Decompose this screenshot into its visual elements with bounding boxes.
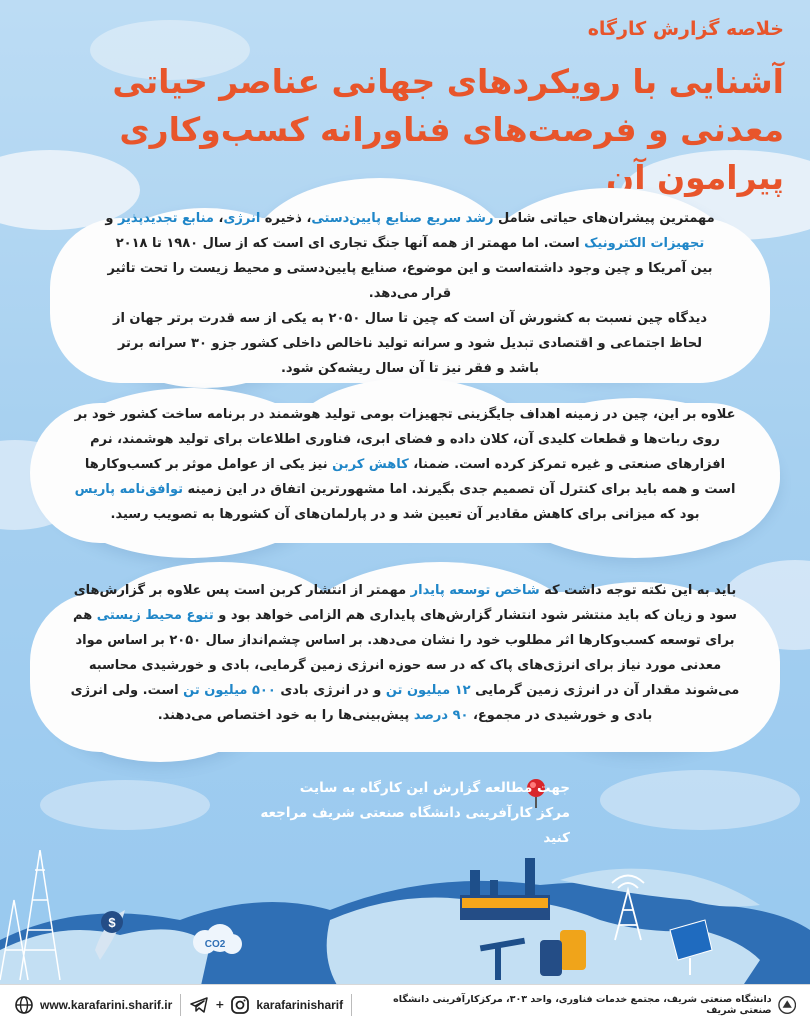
highlight-term: کاهش کربن [332, 457, 409, 472]
university-logo-icon [778, 995, 796, 1015]
co2-label: CO2 [204, 939, 226, 950]
social-handle-link[interactable]: karafarinisharif [256, 997, 344, 1012]
divider [351, 994, 352, 1016]
highlight-term: ۵۰۰ میلیون تن [183, 683, 276, 698]
highlight-term: منابع تجدیدپذیر [117, 211, 214, 226]
highlight-term: انرژی [223, 211, 261, 226]
paragraph [70, 578, 740, 728]
website-link[interactable]: www.karafarini.sharif.ir [40, 997, 173, 1012]
text: بود که میزانی برای کاهش مقادیر آن تعیین شد و در پارلمان‌های آن کشورها به تصویب رسید. [110, 507, 700, 522]
text: ، [213, 211, 224, 226]
background-cloud [600, 770, 800, 830]
section-1-text [105, 206, 715, 381]
page-title: آشنایی با رویکردهای جهانی عناصر حیاتی معدنی و فرصت‌های فناورانه کسب‌وکاری پیرامون آن [112, 62, 784, 197]
text: است. ولی انرژی بادی و خورشیدی در مجموع، [70, 683, 653, 723]
divider [180, 994, 181, 1016]
text: نیز یکی از عوامل موثر بر کسب‌وکارها است و همه باید برای کنترل آن تصمیم جدی بگیرند. اما مشهورترین اتفاق در این زمینه [84, 457, 736, 497]
footer [0, 984, 810, 1024]
text: هم برای توسعه کسب‌وکارها اثر مطلوب خود را نشان می‌دهد. بر اساس چشم‌انداز سال ۲۰۵۰ بر اساس مواد معدنی مورد نیاز برای انرژی‌های پاک که در سه حوزه انرژی زمین گرمایی، بادی و خورشیدی محاسبه می‌شوند مقدار آن در انرژی زمین گرمایی [73, 608, 740, 698]
section-2-text [70, 402, 740, 527]
paragraph: دیدگاه چین نسبت به کشورش آن است که چین تا سال ۲۰۵۰ به یکی از سه قدرت برتر جهان از لحاظ اجتماعی و اقتصادی تبدیل شود و سرانه تولید ناخالص داخلی کشور جزو ۳۰ سرانه برتر باشد و فقر نیز تا آن سال ریشه‌کن شود. [112, 311, 708, 376]
text: مهمتر از انتشار کربن است پس علاوه بر گزارش‌های سود و زیان که باید منتشر شود انتشار گزارش‌های پایداری هم الزامی خواهد بود و [73, 583, 737, 623]
highlight-term: ۱۲ میلیون تن [385, 683, 471, 698]
footer-web-group [14, 995, 172, 1015]
text: علاوه بر این، چین در زمینه اهداف جایگزینی تجهیزات بومی تولید هوشمند در برنامه ساخت کشور خود بر روی ربات‌ها و قطعات کلیدی آن، کلان داده و فضای ابری، فناوری اطلاعات برای تولید هوشمند، نرم افزارهای صنعتی و غیره تمرکز کرده است. ضمنا، [74, 407, 736, 472]
background-cloud [40, 780, 210, 830]
paragraph [70, 402, 740, 527]
cta-line-1: جهت مطالعه گزارش این کارگاه به سایت [299, 780, 570, 796]
telegram-icon[interactable] [189, 995, 209, 1015]
highlight-term: شاخص توسعه پایدار [410, 583, 540, 598]
text: پیش‌بینی‌ها را به خود اختصاص می‌دهند. [157, 708, 414, 723]
globe-icon [14, 995, 34, 1015]
call-to-action [250, 776, 570, 851]
highlight-term: رشد سریع صنایع پایین‌دستی [311, 211, 494, 226]
section-3-text [70, 578, 740, 728]
text: باید به این نکته توجه داشت که [539, 583, 737, 598]
text: ، ذخیره [260, 211, 312, 226]
cloud-section-1 [50, 178, 770, 393]
plus-sign: + [215, 998, 225, 1011]
text: مهمترین پیشران‌های حیاتی شامل [493, 211, 715, 226]
footer-address-group [360, 994, 796, 1016]
cloud-section-3 [30, 562, 780, 762]
instagram-icon[interactable] [230, 995, 250, 1015]
cta-line-2: مرکز کارآفرینی دانشگاه صنعتی شریف مراجعه کنید [260, 805, 570, 846]
text: است. اما مهمتر از همه آنها جنگ تجاری ای است که از سال ۱۹۸۰ تا ۲۰۱۸ بین آمریکا و چین وجود داشته‌است و این موضوع، صنایع پایین‌دستی و محیط زیست را تحت تاثیر قرار می‌دهد. [107, 236, 713, 301]
highlight-term: ۹۰ درصد [413, 708, 469, 723]
highlight-term: تجهیزات الکترونیک [584, 236, 705, 251]
paragraph [105, 206, 715, 306]
highlight-term: تنوع محیط زیستی [96, 608, 214, 623]
highlight-term: توافق‌نامه پاریس [74, 482, 184, 497]
address-text: دانشگاه صنعتی شریف، مجتمع خدمات فناوری، واحد ۳۰۳، مرکزکارآفرینی دانشگاه صنعتی شریف [393, 993, 772, 1016]
world-illustration [0, 850, 810, 990]
cloud-section-2 [30, 378, 780, 558]
text: و در انرژی بادی [275, 683, 386, 698]
text: و [105, 211, 118, 226]
report-label: خلاصه گزارش کارگاه [587, 18, 784, 40]
footer-social-group [189, 995, 343, 1015]
dollar-label: $ [108, 915, 116, 930]
